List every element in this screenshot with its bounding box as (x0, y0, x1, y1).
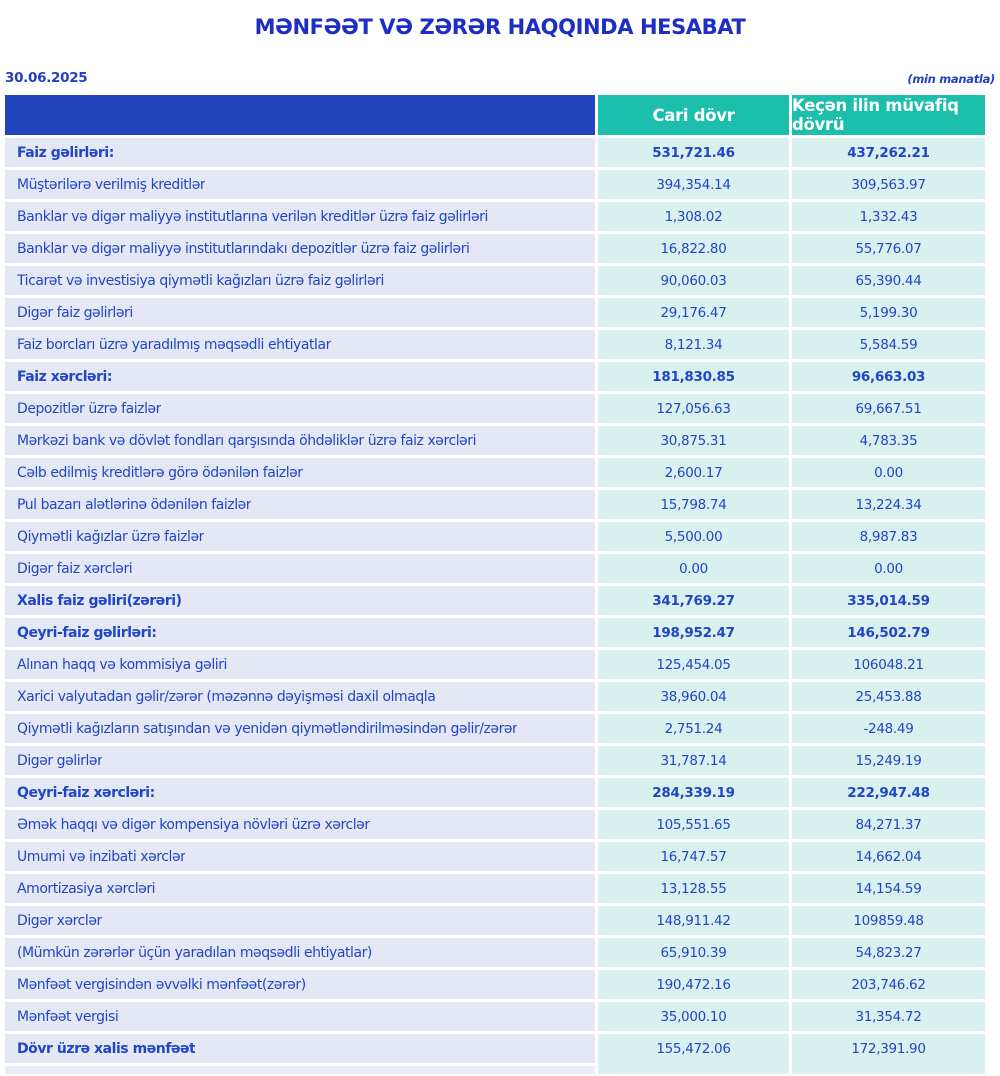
row-value-previous: 4,783.35 (859, 432, 918, 449)
row-value-current: 190,472.16 (656, 976, 731, 993)
row-value-previous: 0.00 (874, 464, 903, 481)
table-row (5, 618, 985, 647)
table-row (5, 234, 985, 263)
row-label: Digər gəlirlər (17, 752, 103, 769)
table-row (5, 458, 985, 487)
row-label: Banklar və digər maliyyə institutlarına verilən kreditlər üzrə faiz gəlirləri (17, 208, 488, 225)
row-label: Banklar və digər maliyyə institutlarındakı depozitlər üzrə faiz gəlirləri (17, 240, 470, 257)
table-row (5, 842, 985, 871)
page-title: MƏNFƏƏT VƏ ZƏRƏR HAQQINDA HESABAT (254, 15, 746, 39)
table-row (5, 586, 985, 615)
row-value-previous: 5,199.30 (859, 304, 918, 321)
table-row (5, 650, 985, 679)
row-label: Mənfəət vergisindən əvvəlki mənfəət(zərər) (17, 976, 306, 993)
row-value-previous: 106048.21 (853, 656, 924, 673)
table-row (5, 138, 985, 167)
table-row (5, 426, 985, 455)
row-value-current: 2,751.24 (664, 720, 723, 737)
row-label: Amortizasiya xərcləri (17, 880, 156, 897)
row-value-previous: 25,453.88 (855, 688, 922, 705)
table-row (5, 266, 985, 295)
row-value-current: 2,600.17 (664, 464, 723, 481)
column-header-previous: Keçən ilin müvafiq dövrü (792, 95, 985, 135)
row-label: Xarici valyutadan gəlir/zərər (məzənnə dəyişməsi daxil olmaqla (17, 688, 436, 705)
table-header-row (5, 95, 985, 135)
table-row (5, 970, 985, 999)
profit-loss-table (5, 95, 985, 1074)
row-value-current: 65,910.39 (660, 944, 727, 961)
row-label: Pul bazarı alətlərinə ödənilən faizlər (17, 496, 252, 513)
row-value-previous: 55,776.07 (855, 240, 922, 257)
table-row (5, 778, 985, 807)
row-label: Mənfəət vergisi (17, 1008, 119, 1025)
row-label: (Mümkün zərərlər üçün yaradılan məqsədli ehtiyatlar) (17, 944, 372, 961)
row-value-current: 30,875.31 (660, 432, 727, 449)
row-value-current: 181,830.85 (652, 368, 735, 385)
row-value-current: 0.00 (679, 560, 708, 577)
table-row (5, 362, 985, 391)
unit-note: (min manatla) (907, 72, 995, 86)
row-value-current: 5,500.00 (664, 528, 723, 545)
row-value-current: 127,056.63 (656, 400, 731, 417)
row-value-current: 394,354.14 (656, 176, 731, 193)
row-label: Qiymətli kağızlar üzrə faizlər (17, 528, 204, 545)
table-row (5, 714, 985, 743)
table-row (5, 682, 985, 711)
table-row (5, 522, 985, 551)
row-value-current: 38,960.04 (660, 688, 727, 705)
row-value-previous: 172,391.90 (851, 1040, 926, 1057)
row-label: Cəlb edilmiş kreditlərə görə ödənilən faizlər (17, 464, 303, 481)
row-value-current: 531,721.46 (652, 144, 735, 161)
row-value-previous: 15,249.19 (855, 752, 922, 769)
table-row (5, 202, 985, 231)
row-value-current: 31,787.14 (660, 752, 727, 769)
table-row (5, 906, 985, 935)
row-value-previous: 309,563.97 (851, 176, 926, 193)
row-value-previous: 1,332.43 (859, 208, 918, 225)
table-row (5, 298, 985, 327)
report-date: 30.06.2025 (5, 70, 88, 86)
row-value-current: 125,454.05 (656, 656, 731, 673)
row-value-current: 35,000.10 (660, 1008, 727, 1025)
table-row (5, 330, 985, 359)
row-label: Digər faiz xərcləri (17, 560, 133, 577)
row-value-previous: 14,154.59 (855, 880, 922, 897)
table-footer-strip (5, 1063, 985, 1074)
row-value-current: 284,339.19 (652, 784, 735, 801)
row-label: Xalis faiz gəliri(zərəri) (17, 592, 182, 609)
row-label: Ümumi və inzibati xərclər (17, 848, 186, 865)
row-value-previous: 5,584.59 (859, 336, 918, 353)
row-label: Müştərilərə verilmiş kreditlər (17, 176, 206, 193)
table-row (5, 170, 985, 199)
footer-current-strip (598, 1063, 789, 1074)
table-row (5, 874, 985, 903)
row-value-previous: 84,271.37 (855, 816, 922, 833)
row-label: Faiz gəlirləri: (17, 144, 114, 161)
row-label: Digər xərclər (17, 912, 102, 929)
row-label: Qeyri-faiz xərcləri: (17, 784, 155, 801)
row-value-previous: 14,662.04 (855, 848, 922, 865)
row-value-previous: 96,663.03 (851, 368, 926, 385)
table-row (5, 554, 985, 583)
row-value-previous: 69,667.51 (855, 400, 922, 417)
row-label: Mərkəzi bank və dövlət fondları qarşısında öhdəliklər üzrə faiz xərcləri (17, 432, 477, 449)
row-value-previous: 109859.48 (853, 912, 924, 929)
table-row (5, 1034, 985, 1063)
row-label: Alınan haqq və kommisiya gəliri (17, 656, 227, 673)
table-row (5, 1002, 985, 1031)
row-value-previous: 0.00 (874, 560, 903, 577)
row-value-previous: 31,354.72 (855, 1008, 922, 1025)
row-label: Qeyri-faiz gəlirləri: (17, 624, 157, 641)
row-label: Dövr üzrə xalis mənfəət (17, 1040, 196, 1057)
table-body (5, 138, 985, 1063)
table-row (5, 490, 985, 519)
row-value-current: 1,308.02 (664, 208, 723, 225)
row-label: Digər faiz gəlirləri (17, 304, 133, 321)
row-value-current: 16,822.80 (660, 240, 727, 257)
table-row (5, 810, 985, 839)
row-value-previous: -248.49 (863, 720, 914, 737)
row-value-previous: 8,987.83 (859, 528, 918, 545)
row-value-current: 105,551.65 (656, 816, 731, 833)
footer-label-strip (5, 1066, 595, 1074)
row-value-current: 341,769.27 (652, 592, 735, 609)
row-value-previous: 54,823.27 (855, 944, 922, 961)
row-value-previous: 146,502.79 (847, 624, 930, 641)
table-row (5, 394, 985, 423)
row-value-previous: 222,947.48 (847, 784, 930, 801)
row-value-current: 198,952.47 (652, 624, 735, 641)
row-label: Faiz borcları üzrə yaradılmış məqsədli ehtiyatlar (17, 336, 331, 353)
row-label: Əmək haqqı və digər kompensiya növləri üzrə xərclər (17, 816, 370, 833)
row-value-current: 16,747.57 (660, 848, 727, 865)
header-spacer-cell (5, 95, 595, 135)
row-value-previous: 335,014.59 (847, 592, 930, 609)
row-value-previous: 13,224.34 (855, 496, 922, 513)
row-value-current: 15,798.74 (660, 496, 727, 513)
table-row (5, 938, 985, 967)
row-value-previous: 65,390.44 (855, 272, 922, 289)
row-value-current: 13,128.55 (660, 880, 727, 897)
row-label: Faiz xərcləri: (17, 368, 113, 385)
row-label: Ticarət və investisiya qiymətli kağızları üzrə faiz gəlirləri (17, 272, 384, 289)
row-value-previous: 437,262.21 (847, 144, 930, 161)
row-value-current: 155,472.06 (656, 1040, 731, 1057)
row-value-current: 148,911.42 (656, 912, 731, 929)
table-row (5, 746, 985, 775)
row-value-previous: 203,746.62 (851, 976, 926, 993)
row-value-current: 8,121.34 (664, 336, 723, 353)
report-meta-row (5, 70, 995, 86)
column-header-current: Cari dövr (598, 95, 789, 135)
row-value-current: 29,176.47 (660, 304, 727, 321)
row-label: Qiymətli kağızların satışından və yenidən qiymətləndirilməsindən gəlir/zərər (17, 720, 518, 737)
footer-previous-strip (792, 1063, 985, 1074)
row-value-current: 90,060.03 (660, 272, 727, 289)
row-label: Depozitlər üzrə faizlər (17, 400, 161, 417)
